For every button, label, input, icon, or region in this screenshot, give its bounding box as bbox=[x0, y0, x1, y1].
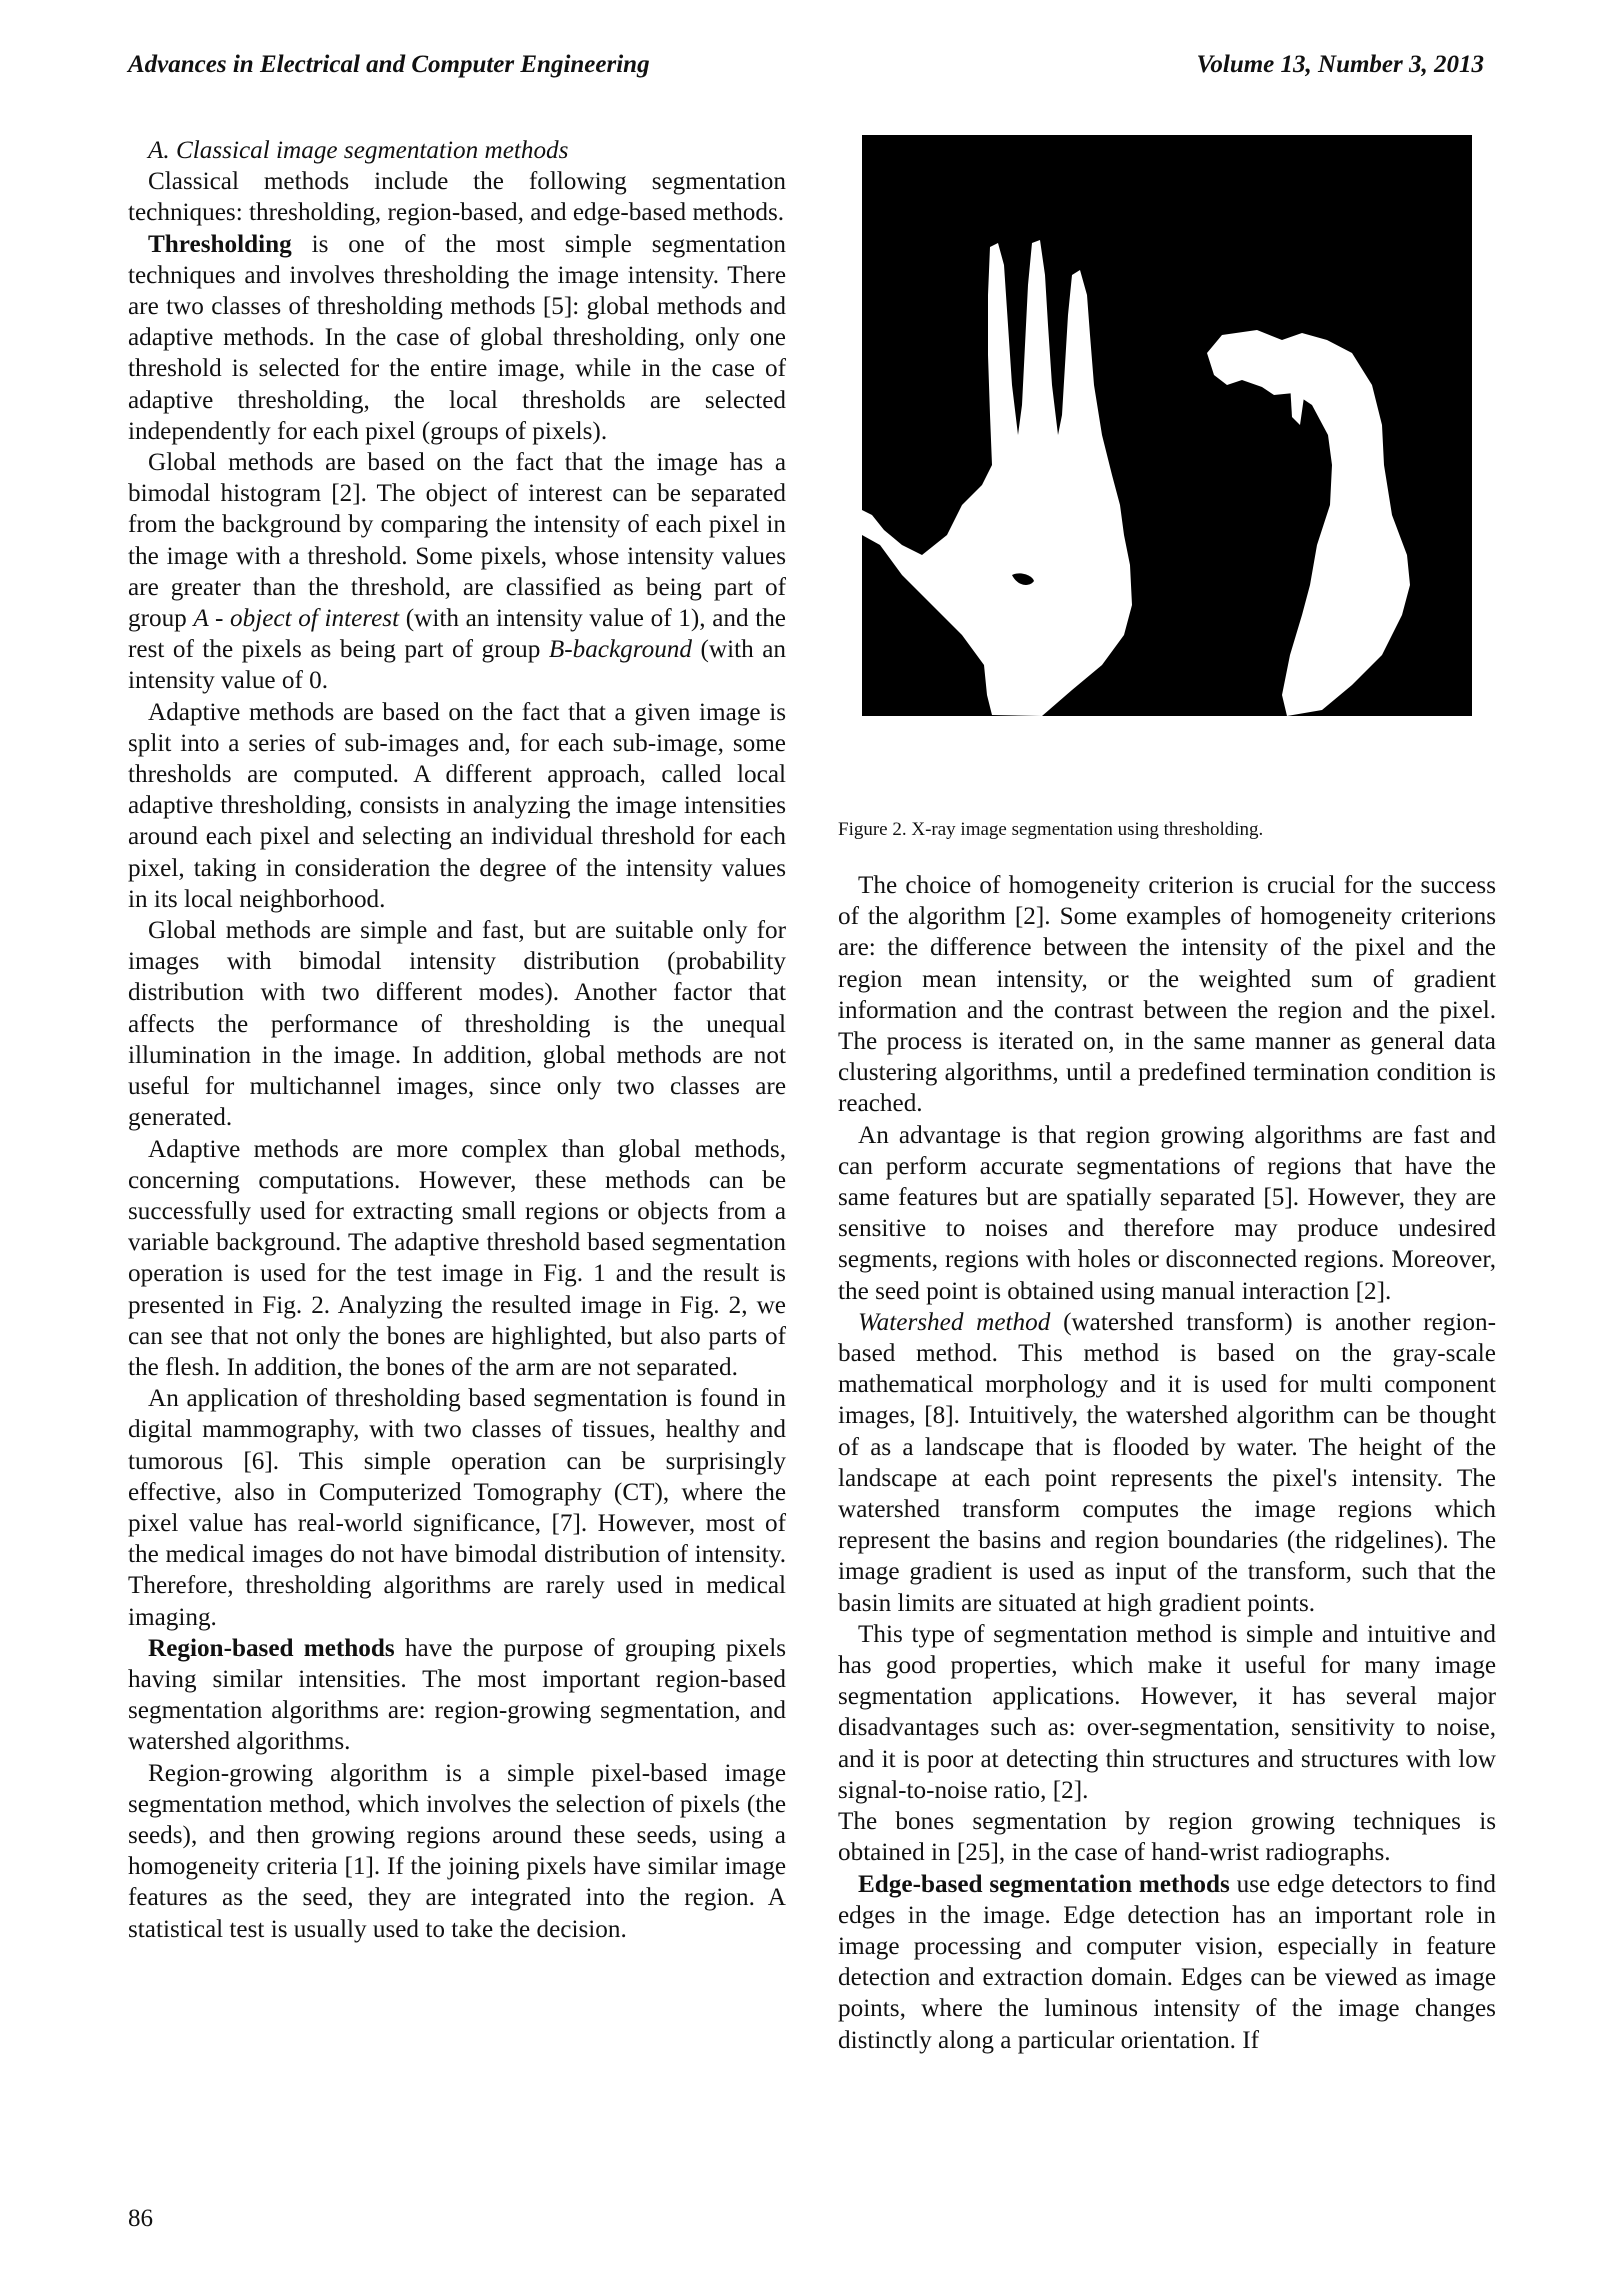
page-number: 86 bbox=[128, 2205, 153, 2232]
paragraph-bones-segmentation: The bones segmentation by region growing techniques is obtained in [25], in the case of hand-wrist radiographs. bbox=[838, 1808, 1496, 1867]
thresholded-hand-xray bbox=[862, 135, 1472, 816]
right-column bbox=[838, 870, 1496, 2056]
paragraph-region-growing: Region-growing algorithm is a simple pixel-based image segmentation method, which involves the selection of pixels (the seeds), and then growing regions around these seeds, using a homogeneity criteria [1]. If the joining pixels have similar image features as the seed, they are integrated into the region. A statistical test is usually used to take the decision. bbox=[128, 1759, 786, 1943]
paragraph-edge-based-text: use edge detectors to find edges in the image. Edge detection has an important role in image processing and computer vision, especially in feature detection and extraction domain. Edges can be viewed as image points, where the luminous intensity of the image changes distinctly along a particular orientation. If bbox=[838, 1870, 1496, 2054]
paragraph-region-based-text: have the purpose of grouping pixels having similar intensities. The most important region-based segmentation algorithms are: region-growing segmentation, and watershed algorithms. bbox=[128, 1634, 786, 1756]
term-watershed: Watershed method bbox=[858, 1308, 1051, 1336]
paragraph-thresholding-text: is one of the most simple segmentation techniques and involves thresholding the image intensity. There are two classes of thresholding methods [5]: global methods and adaptive methods. In the case of global thresholding, only one threshold is selected for the entire image, while in the case of adaptive thresholding, the local thresholds are selected independently for each pixel (groups of pixels). bbox=[128, 230, 786, 445]
term-region-based: Region-based methods bbox=[148, 1634, 395, 1662]
group-a-label: A - object of interest bbox=[193, 605, 400, 633]
paragraph-watershed-text: (watershed transform) is another region-based method. This method is based on the gray-scale mathematical morphology and it is used for multi component images, [8]. Intuitively, the watershed algorithm can be thought of as a landscape that is flooded by water. The height of the landscape at each point represents the pixel's intensity. The watershed transform computes the image regions which represent the basins and region boundaries (the ridgelines). The image gradient is used as input of the transform, such that the basin limits are situated at high gradient points. bbox=[838, 1308, 1497, 1617]
term-thresholding: Thresholding bbox=[148, 230, 292, 258]
section-heading: A. Classical image segmentation methods bbox=[148, 137, 569, 164]
paragraph-adaptive-methods: Adaptive methods are based on the fact that a given image is split into a series of sub-images and, for each sub-image, some thresholds are computed. A different approach, called local adaptive thresholding, consists in analyzing the image intensities around each pixel and selecting an individual threshold for each pixel, taking in consideration the degree of the intensity values in its local neighborhood. bbox=[128, 698, 786, 913]
paragraph-intro: Classical methods include the following segmentation techniques: thresholding, region-based, and edge-based methods. bbox=[128, 168, 786, 227]
figure-caption: Figure 2. X-ray image segmentation using thresholding. bbox=[838, 819, 1264, 840]
paragraph-thresholding bbox=[128, 229, 786, 447]
paragraph-mammography: An application of thresholding based segmentation is found in digital mammography, with two classes of tissues, healthy and tumorous [6]. This simple operation can be surprisingly effective, also in Computerized Tomography (CT), where the pixel value has real-world significance, [7]. However, most of the medical images do not have bimodal distribution of intensity. Therefore, thresholding algorithms are rarely used in medical imaging. bbox=[128, 1385, 786, 1631]
group-b-label: B-background bbox=[548, 636, 692, 664]
paragraph-region-based bbox=[128, 1633, 786, 1758]
paragraph-watershed bbox=[838, 1307, 1496, 1619]
global-methods-text-c: (with an intensity value of 0. bbox=[128, 636, 786, 695]
paragraph-global-simple: Global methods are simple and fast, but are suitable only for images with bimodal intensity distribution (probability distribution with two different modes). Another factor that affects the performance of thresholding is the unequal illumination in the image. In addition, global methods are not useful for multichannel images, since only two classes are generated. bbox=[128, 917, 786, 1132]
paragraph-watershed-properties: This type of segmentation method is simple and intuitive and has good properties, which make it useful for many image segmentation applications. However, it has several major disadvantages such as: over-segmentation, sensitivity to noise, and it is poor at detecting thin structures and structures with low signal-to-noise ratio, [2]. bbox=[838, 1620, 1496, 1804]
paragraph-global-methods bbox=[128, 447, 786, 697]
running-head-journal: Advances in Electrical and Computer Engineering bbox=[128, 51, 650, 78]
term-edge-based: Edge-based segmentation methods bbox=[858, 1870, 1230, 1898]
paragraph-homogeneity: The choice of homogeneity criterion is crucial for the success of the algorithm [2]. Some examples of homogeneity criterions are: the difference between the intensity of the pixel and the region mean intensity, or the weighted sum of gradient information and the contrast between the region and the pixel. The process is iterated on, in the same manner as general data clustering algorithms, until a predefined termination condition is reached. bbox=[838, 872, 1496, 1118]
left-column bbox=[128, 135, 786, 1945]
figure-2-image bbox=[862, 135, 1472, 816]
paragraph-edge-based bbox=[838, 1869, 1496, 2056]
global-methods-text-b: (with an intensity value of 1), and the rest of the pixels as being part of group bbox=[128, 605, 786, 664]
paragraph-advantage: An advantage is that region growing algorithms are fast and can perform accurate segmentations of regions that have the same features but are spatially separated [5]. However, they are sensitive to noises and therefore may produce undesired segments, regions with holes or disconnected regions. Moreover, the seed point is obtained using manual interaction [2]. bbox=[838, 1121, 1496, 1305]
paragraph-adaptive-complex: Adaptive methods are more complex than global methods, concerning computations. However, these methods can be successfully used for extracting small regions or objects from a variable background. The adaptive threshold based segmentation operation is used for the test image in Fig. 1 and the result is presented in Fig. 2. Analyzing the resulted image in Fig. 2, we can see that not only the bones are highlighted, but also parts of the flesh. In addition, the bones of the arm are not separated. bbox=[128, 1135, 786, 1381]
global-methods-text-a: Global methods are based on the fact that the image has a bimodal histogram [2]. The object of interest can be separated from the background by comparing the intensity of each pixel in the image with a threshold. Some pixels, whose intensity values are greater than the threshold, are classified as being part of group bbox=[128, 449, 786, 633]
running-head-volume: Volume 13, Number 3, 2013 bbox=[1196, 51, 1484, 78]
